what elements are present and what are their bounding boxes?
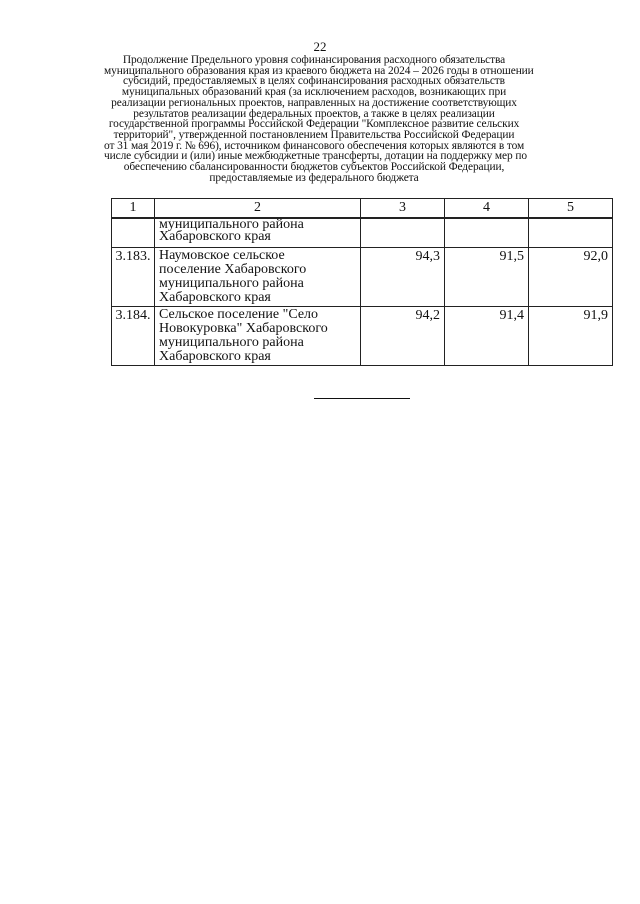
- heading-line: муниципальных образований края (за исключением расходов, возникающих при: [121, 86, 507, 99]
- row-number: 3.183.: [112, 248, 155, 307]
- name-line: муниципального района: [159, 335, 304, 350]
- name-line: муниципального района: [159, 218, 304, 232]
- document-heading: [104, 54, 534, 184]
- table-row: [112, 218, 613, 248]
- column-header: 3: [361, 199, 445, 219]
- heading-line: реализации региональных проектов, направленных на достижение соответствующих: [111, 96, 517, 109]
- heading-line: государственной программы Российской Федерации "Комплексное развитие сельских: [108, 118, 520, 131]
- name-line: Хабаровского края: [159, 349, 271, 364]
- municipality-name: [155, 248, 361, 307]
- value-2025: 91,5: [445, 248, 529, 307]
- heading-line: территорий", утвержденной постановлением Правительства Российской Федерации: [113, 128, 515, 141]
- column-header: 5: [529, 199, 613, 219]
- row-number: [112, 218, 155, 248]
- name-line: муниципального района: [159, 276, 304, 291]
- end-of-document-rule: [314, 398, 410, 399]
- value-2026: 91,9: [529, 307, 613, 366]
- heading-line: предоставляемые из федерального бюджета: [209, 171, 419, 184]
- value-2024: [361, 218, 445, 248]
- page-number: 22: [313, 39, 327, 54]
- name-line: Новокуровка" Хабаровского: [159, 321, 328, 336]
- value-2024: 94,2: [361, 307, 445, 366]
- heading-line: Продолжение Предельного уровня софинансирования расходного обязательства: [122, 54, 506, 66]
- table-row: [112, 307, 613, 366]
- municipality-name: [155, 307, 361, 366]
- heading-line: муниципального образования края из краевого бюджета на 2024 – 2026 годы в отношении: [104, 64, 534, 77]
- heading-line: от 31 мая 2019 г. № 696), источником финансового обеспечения которых являются в том: [104, 139, 525, 152]
- value-2025: 91,4: [445, 307, 529, 366]
- value-2024: 94,3: [361, 248, 445, 307]
- subsidy-table: [111, 198, 613, 366]
- name-line: Хабаровского края: [159, 229, 271, 244]
- row-number: 3.184.: [112, 307, 155, 366]
- value-2026: 92,0: [529, 248, 613, 307]
- value-2026: [529, 218, 613, 248]
- column-header: 4: [445, 199, 529, 219]
- name-line: поселение Хабаровского: [159, 262, 307, 277]
- municipality-name: [155, 218, 361, 248]
- name-line: Наумовское сельское: [159, 248, 285, 263]
- heading-line: обеспечению сбалансированности бюджетов субъектов Российской Федерации,: [123, 161, 505, 174]
- name-line: Хабаровского края: [159, 290, 271, 305]
- column-header: 1: [112, 199, 155, 219]
- heading-line: числе субсидии и (или) иные межбюджетные трансферты, дотации на поддержку мер по: [104, 150, 527, 163]
- heading-line: субсидий, предоставляемых в целях софинансирования расходных обязательств: [123, 75, 505, 88]
- column-header: 2: [155, 199, 361, 219]
- heading-line: результатов реализации федеральных проектов, а также в целях реализации: [133, 107, 495, 120]
- name-line: Сельское поселение "Село: [159, 307, 319, 322]
- table-header-row: [112, 199, 613, 219]
- table-row: [112, 248, 613, 307]
- value-2025: [445, 218, 529, 248]
